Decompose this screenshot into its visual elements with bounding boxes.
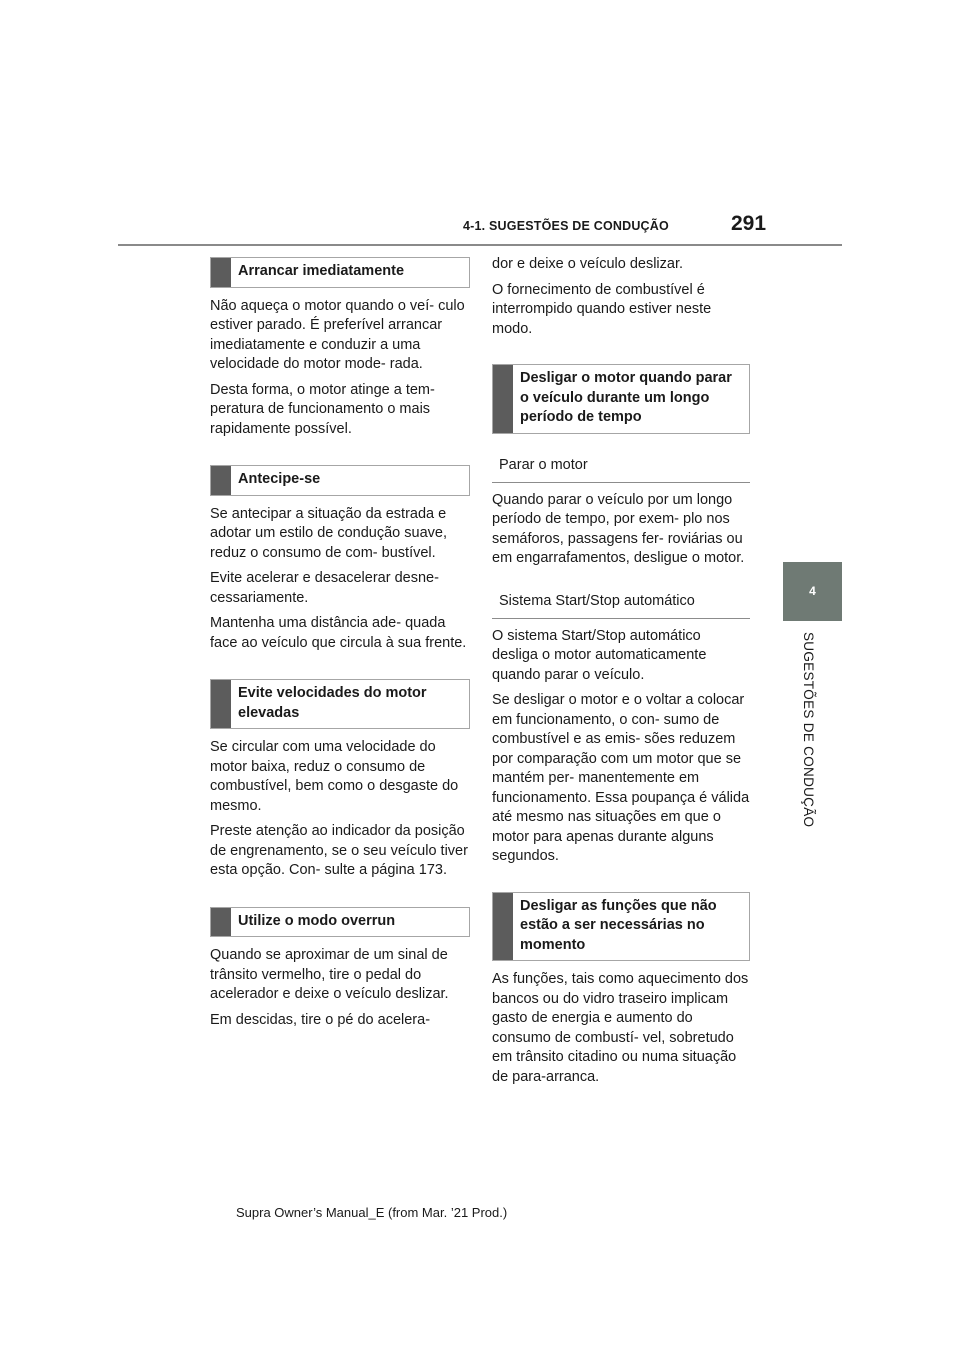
paragraph: Se desligar o motor e o voltar a colocar em funcionamento, o con- sumo de combustível e as emis- sões reduzem por comparação com um motor que se mantém per- manentemente em funcionamento. Essa poupança é válida até mesmo nas situações em que o motor para apenas durante alguns segundos. bbox=[492, 692, 750, 864]
heading-box bbox=[210, 257, 470, 288]
subheading: Sistema Start/Stop automático bbox=[492, 592, 750, 619]
left-column bbox=[210, 257, 470, 1030]
chapter-tab-number: 4 bbox=[809, 584, 816, 598]
heading-box bbox=[210, 907, 470, 938]
heading-text: Desligar as funções que não estão a ser necessárias no momento bbox=[520, 897, 717, 953]
heading-text: Evite velocidades do motor elevadas bbox=[238, 685, 427, 721]
heading-bar bbox=[493, 893, 513, 961]
footer-text: Supra Owner’s Manual_E (from Mar. ’21 Prod.) bbox=[236, 1205, 508, 1220]
heading-text: Arrancar imediatamente bbox=[238, 263, 405, 279]
heading-box bbox=[492, 364, 750, 434]
paragraph: Desta forma, o motor atinge a tem- peratura de funcionamento o mais rapidamente possível. bbox=[210, 381, 435, 437]
paragraph: Evite acelerar e desacelerar desne- cessariamente. bbox=[210, 570, 439, 606]
heading-box bbox=[492, 892, 750, 962]
paragraph: O fornecimento de combustível é interrompido quando estiver neste modo. bbox=[492, 281, 712, 337]
paragraph: O sistema Start/Stop automático desliga o motor automaticamente quando parar o veículo. bbox=[492, 627, 707, 683]
section-title: 4-1. SUGESTÕES DE CONDUÇÃO bbox=[463, 219, 669, 233]
subheading: Parar o motor bbox=[492, 456, 750, 483]
chapter-tab-label: SUGESTÕES DE CONDUÇÃO bbox=[801, 632, 816, 828]
chapter-tab[interactable] bbox=[783, 562, 842, 621]
heading-bar bbox=[211, 466, 231, 495]
paragraph: Quando se aproximar de um sinal de trânsito vermelho, tire o pedal do acelerador e deixe o veículo deslizar. bbox=[210, 947, 449, 1002]
right-column bbox=[492, 255, 750, 1087]
header-rule bbox=[118, 244, 842, 246]
heading-box bbox=[210, 465, 470, 496]
paragraph: Se circular com uma velocidade do motor baixa, reduz o consumo de combustível, bem como o desgaste do mesmo. bbox=[210, 739, 459, 814]
heading-bar bbox=[211, 258, 231, 287]
heading-bar bbox=[493, 365, 513, 433]
paragraph: As funções, tais como aquecimento dos bancos ou do vidro traseiro implicam gasto de energia e aumento do consumo de combustí- vel, sobretudo em trânsito citadino ou numa situação de para-arranca. bbox=[492, 971, 749, 1085]
heading-text: Desligar o motor quando parar o veículo durante um longo período de tempo bbox=[520, 370, 732, 425]
paragraph: Mantenha uma distância ade- quada face ao veículo que circula à sua frente. bbox=[210, 615, 467, 651]
heading-text: Antecipe-se bbox=[238, 471, 321, 487]
paragraph: Em descidas, tire o pé do acelera- bbox=[210, 1011, 431, 1028]
heading-box bbox=[210, 679, 470, 729]
paragraph: Quando parar o veículo por um longo período de tempo, por exem- plo nos semáforos, passagens fer- roviárias ou em engarrafamentos, desligue o motor. bbox=[492, 491, 745, 566]
heading-bar bbox=[211, 908, 231, 937]
paragraph: Preste atenção ao indicador da posição de engrenamento, se o seu veículo tiver esta opção. Con- sulte a página 173. bbox=[210, 823, 468, 878]
heading-text: Utilize o modo overrun bbox=[238, 912, 396, 929]
page-number: 291 bbox=[731, 212, 767, 235]
paragraph: Se antecipar a situação da estrada e adotar um estilo de condução suave, reduz o consumo de com- bustível. bbox=[210, 505, 447, 561]
heading-bar bbox=[211, 680, 231, 728]
paragraph: Não aqueça o motor quando o veí- culo estiver parado. É preferível arrancar imediatamente e conduzir a uma velocidade do motor mode- rada. bbox=[210, 297, 465, 372]
paragraph: dor e deixe o veículo deslizar. bbox=[492, 256, 684, 272]
